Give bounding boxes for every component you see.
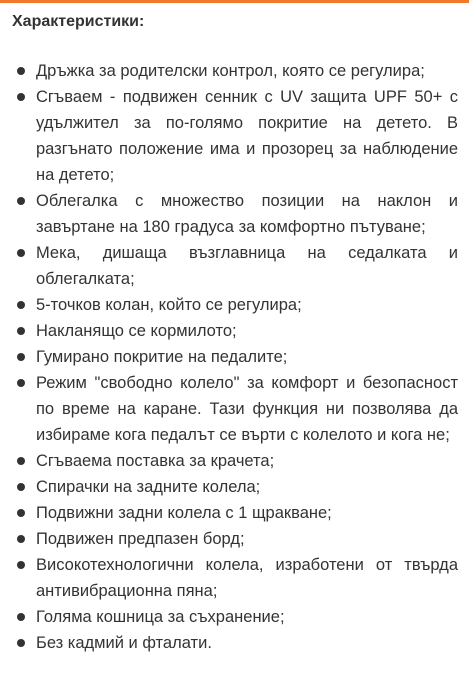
bullet-icon — [17, 379, 25, 387]
list-item-text: Гумирано покритие на педалите; — [36, 348, 288, 366]
list-item-text: Голяма кошница за съхранение; — [36, 608, 285, 626]
list-item — [12, 240, 458, 292]
list-item — [12, 630, 458, 656]
bullet-icon — [17, 327, 25, 335]
bullet-icon — [17, 639, 25, 647]
list-item — [12, 500, 458, 526]
feature-list — [12, 58, 458, 656]
list-item — [12, 292, 458, 318]
bullet-icon — [17, 67, 25, 75]
list-item — [12, 188, 458, 240]
bullet-icon — [17, 457, 25, 465]
bullet-icon — [17, 535, 25, 543]
list-item-text: Сгъваема поставка за крачета; — [36, 452, 275, 470]
list-item — [12, 474, 458, 500]
bullet-icon — [17, 561, 25, 569]
list-item — [12, 318, 458, 344]
list-item — [12, 344, 458, 370]
characteristics-section — [12, 11, 458, 656]
list-item — [12, 58, 458, 84]
list-item-text: Спирачки на задните колела; — [36, 478, 261, 496]
list-item — [12, 604, 458, 630]
bullet-icon — [17, 249, 25, 257]
list-item-text: Сгъваем - подвижен сенник с UV защита UPF 50+ с удължител за по-голямо покритие на детето. В разгънато положение има и прозорец за наблюдение на детето; — [36, 88, 458, 184]
bullet-icon — [17, 509, 25, 517]
list-item — [12, 448, 458, 474]
section-heading: Характеристики: — [12, 13, 145, 30]
list-item-text: Накланящо се кормилото; — [36, 322, 237, 340]
list-item — [12, 552, 458, 604]
list-item — [12, 526, 458, 552]
list-item-text: Дръжка за родителски контрол, която се регулира; — [36, 62, 425, 80]
list-item-text: 5-точков колан, който се регулира; — [36, 296, 302, 314]
bullet-icon — [17, 353, 25, 361]
bullet-icon — [17, 93, 25, 101]
bullet-icon — [17, 483, 25, 491]
list-item-text: Мека, дишаща възглавница на седалката и облегалката; — [36, 244, 458, 288]
list-item-text: Високотехнологични колела, изработени от твърда антивибрационна пяна; — [36, 556, 458, 600]
list-item-text: Режим "свободно колело" за комфорт и безопасност по време на каране. Тази функция ни позволява да избираме кога педалът се върти с колелото и кога не; — [36, 374, 458, 444]
bullet-icon — [17, 613, 25, 621]
list-item-text: Без кадмий и фталати. — [36, 634, 212, 652]
list-item — [12, 84, 458, 188]
list-item-text: Подвижни задни колела с 1 щракване; — [36, 504, 332, 522]
top-accent-bar — [0, 0, 469, 3]
list-item-text: Подвижен предпазен борд; — [36, 530, 245, 548]
bullet-icon — [17, 301, 25, 309]
bullet-icon — [17, 197, 25, 205]
list-item — [12, 370, 458, 448]
list-item-text: Облегалка с множество позиции на наклон и завъртане на 180 градуса за комфортно пътуване; — [36, 192, 458, 236]
